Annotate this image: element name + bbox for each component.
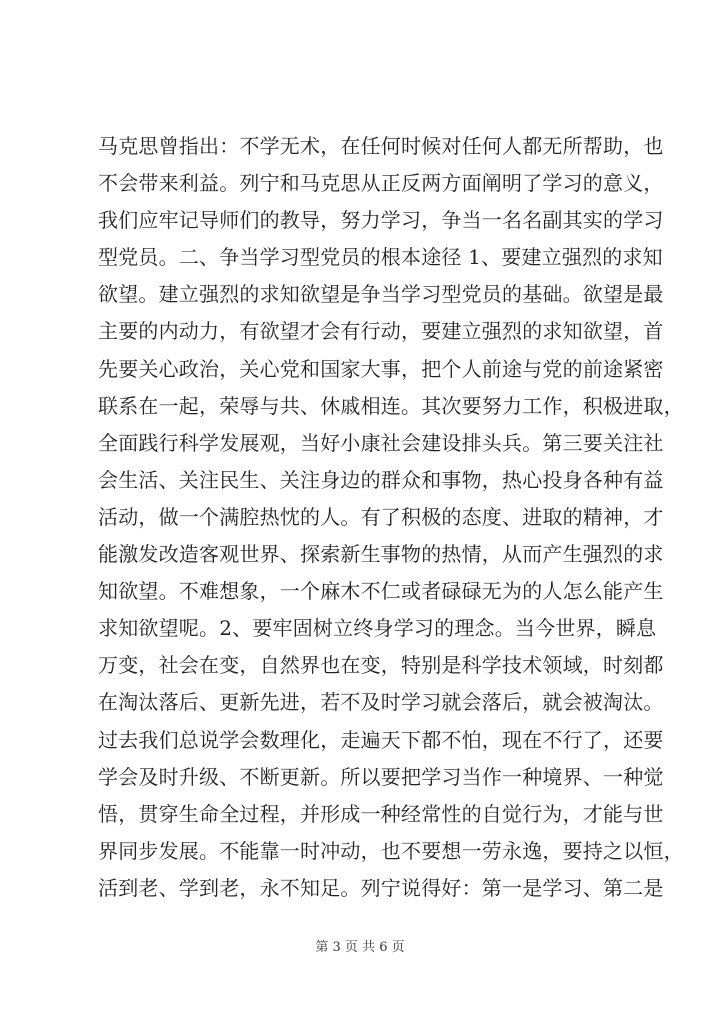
text-line: 不会带来利益。列宁和马克思从正反两方面阐明了学习的意义， [98, 171, 664, 196]
text-line: 过去我们总说学会数理化，走遍天下都不怕，现在不行了，还要 [98, 727, 664, 752]
text-line: 我们应牢记导师们的教导，努力学习，争当一名名副其实的学习 [98, 208, 664, 233]
text-line: 学会及时升级、不断更新。所以要把学习当作一种境界、一种觉 [98, 764, 664, 789]
text-line: 活到老、学到老，永不知足。列宁说得好：第一是学习、第二是 [98, 875, 664, 900]
text-line: 界同步发展。不能靠一时冲动，也不要想一劳永逸，要持之以恒， [98, 838, 684, 863]
text-line: 求知欲望呢。2、要牢固树立终身学习的理念。当今世界，瞬息 [98, 616, 657, 641]
text-line: 在淘汰落后、更新先进，若不及时学习就会落后，就会被淘汰。 [98, 690, 664, 715]
text-line: 联系在一起，荣辱与共、休戚相连。其次要努力工作，积极进取， [98, 393, 684, 418]
text-line: 知欲望。不难想象，一个麻木不仁或者碌碌无为的人怎么能产生 [98, 579, 664, 604]
text-line: 会生活、关注民生、关注身边的群众和事物，热心投身各种有益 [98, 467, 664, 492]
text-line: 活动，做一个满腔热忱的人。有了积极的态度、进取的精神，才 [98, 504, 664, 529]
text-line: 悟，贯穿生命全过程，并形成一种经常性的自觉行为，才能与世 [98, 801, 664, 826]
text-line: 全面践行科学发展观，当好小康社会建设排头兵。第三要关注社 [98, 430, 664, 455]
text-line: 主要的内动力，有欲望才会有行动，要建立强烈的求知欲望，首 [98, 319, 664, 344]
page-number-footer: 第 3 页 共 6 页 [315, 940, 405, 955]
text-line: 万变，社会在变，自然界也在变，特别是科学技术领域，时刻都 [98, 653, 664, 678]
text-line: 型党员。二、争当学习型党员的根本途径 1、要建立强烈的求知 [98, 245, 663, 270]
text-line: 欲望。建立强烈的求知欲望是争当学习型党员的基础。欲望是最 [98, 282, 664, 307]
body-text [98, 128, 684, 907]
text-line: 能激发改造客观世界、探索新生事物的热情，从而产生强烈的求 [98, 542, 664, 567]
text-line: 马克思曾指出：不学无术，在任何时候对任何人都无所帮助，也 [98, 134, 664, 158]
text-line: 先要关心政治，关心党和国家大事，把个人前途与党的前途紧密 [98, 356, 664, 381]
